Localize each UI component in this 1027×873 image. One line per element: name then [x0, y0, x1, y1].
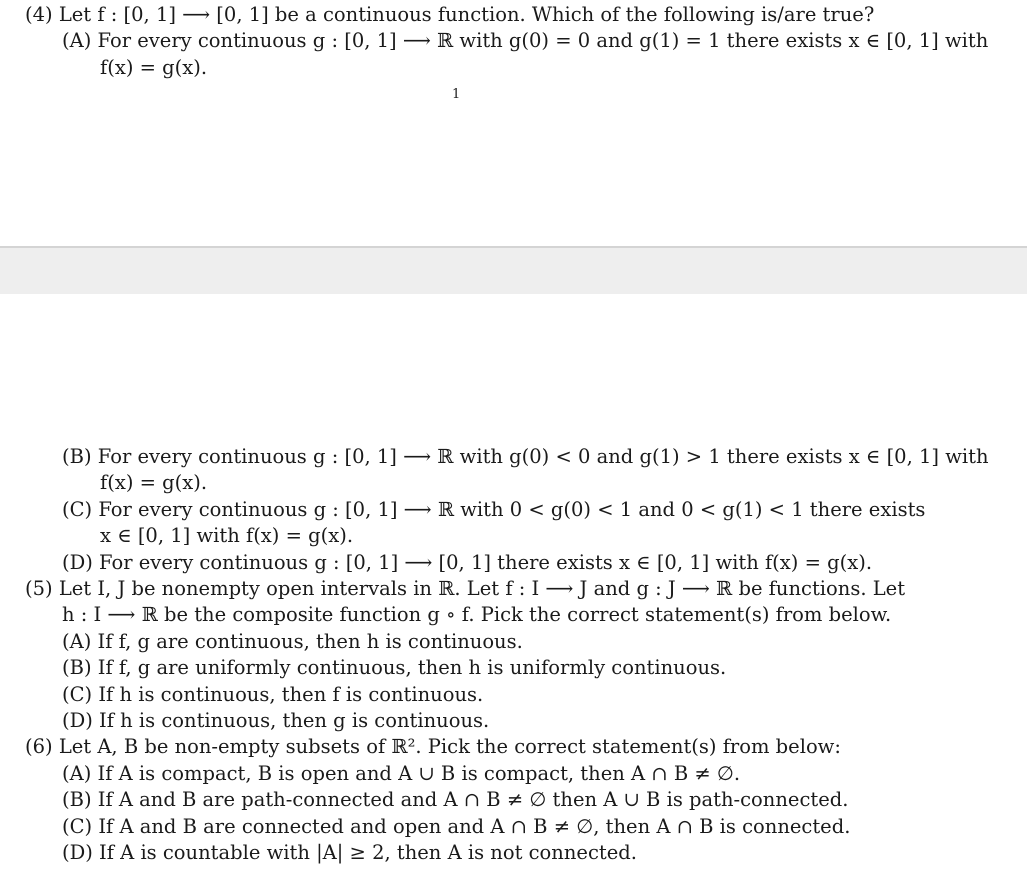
question-6-option-c: (C) If A and B are connected and open and A ∩ B ≠ ∅, then A ∩ B is connected.	[62, 815, 851, 838]
document-page-top	[0, 0, 1027, 246]
question-6-stem: (6) Let A, B be non-empty subsets of ℝ². Pick the correct statement(s) from below:	[25, 735, 841, 758]
question-4-stem: (4) Let f : [0, 1] ⟶ [0, 1] be a continuous function. Which of the following is/are true?	[25, 3, 875, 26]
question-5-option-c: (C) If h is continuous, then f is continuous.	[62, 683, 484, 706]
question-4-option-b-line2: f(x) = g(x).	[100, 471, 208, 494]
question-5-stem-line2: h : I ⟶ ℝ be the composite function g ∘ f. Pick the correct statement(s) from below.	[62, 603, 892, 626]
question-6-option-d: (D) If A is countable with |A| ≥ 2, then A is not connected.	[62, 841, 637, 864]
question-5-stem-line1: (5) Let I, J be nonempty open intervals in ℝ. Let f : I ⟶ J and g : J ⟶ ℝ be functions. Let	[25, 577, 906, 600]
question-6-option-a: (A) If A is compact, B is open and A ∪ B is compact, then A ∩ B ≠ ∅.	[62, 762, 741, 785]
question-5-option-a: (A) If f, g are continuous, then h is continuous.	[62, 630, 523, 653]
question-6-option-b: (B) If A and B are path-connected and A ∩ B ≠ ∅ then A ∪ B is path-connected.	[62, 788, 849, 811]
question-4-option-a-line1: (A) For every continuous g : [0, 1] ⟶ ℝ with g(0) = 0 and g(1) = 1 there exists x ∈ [0, 1] with	[62, 29, 989, 52]
question-5-option-d: (D) If h is continuous, then g is continuous.	[62, 709, 490, 732]
question-4-option-d: (D) For every continuous g : [0, 1] ⟶ [0, 1] there exists x ∈ [0, 1] with f(x) = g(x).	[62, 551, 873, 574]
document-page-bottom	[0, 294, 1027, 873]
question-4-option-b-line1: (B) For every continuous g : [0, 1] ⟶ ℝ with g(0) < 0 and g(1) > 1 there exists x ∈ [0, 1] with	[62, 445, 989, 468]
question-4-option-c-line1: (C) For every continuous g : [0, 1] ⟶ ℝ with 0 < g(0) < 1 and 0 < g(1) < 1 there exists	[62, 498, 926, 521]
question-4-option-a-line2: f(x) = g(x).	[100, 56, 208, 79]
question-4-option-c-line2: x ∈ [0, 1] with f(x) = g(x).	[100, 524, 354, 547]
page-separator	[0, 246, 1027, 294]
page-number: 1	[452, 87, 461, 102]
question-5-option-b: (B) If f, g are uniformly continuous, then h is uniformly continuous.	[62, 656, 727, 679]
